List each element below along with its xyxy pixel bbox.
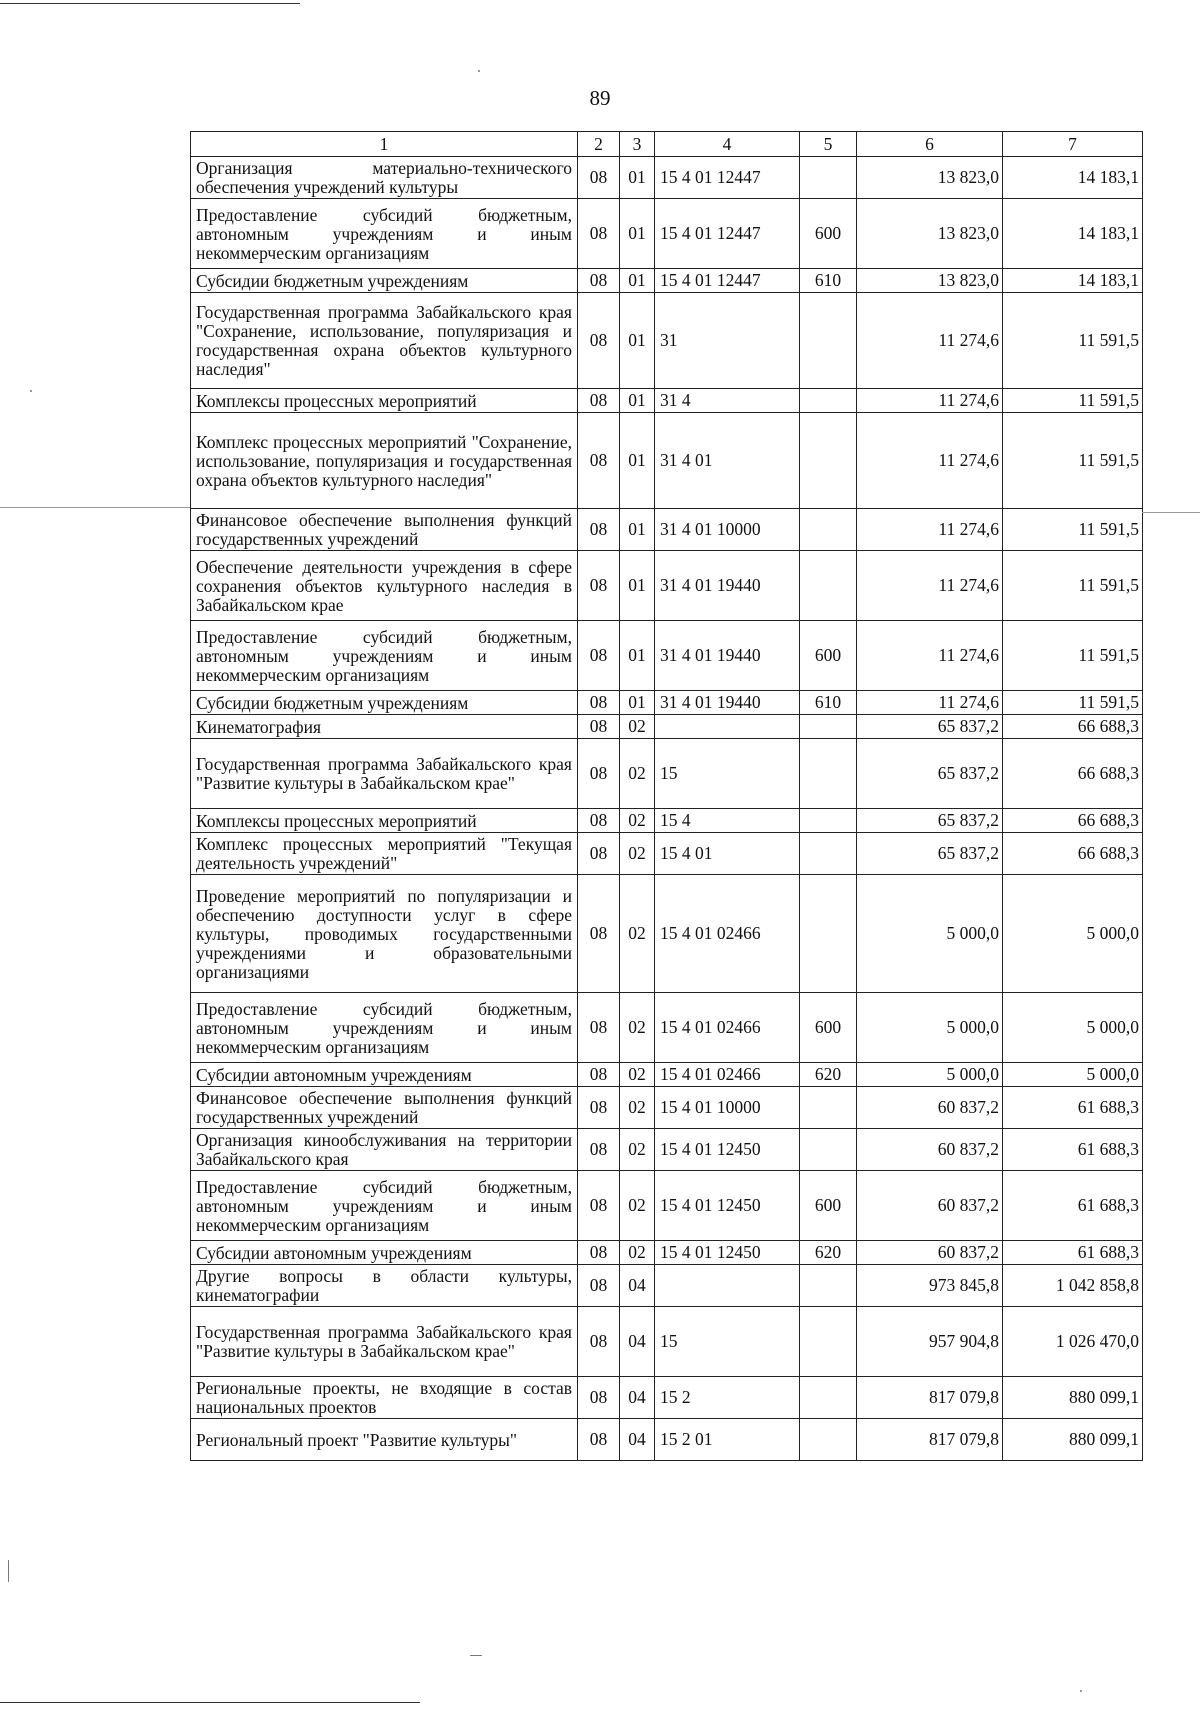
table-row (191, 1171, 1143, 1241)
cell-vr: 600 (800, 199, 857, 269)
cell-name: Проведение мероприятий по популяризации и обеспечению доступности услуг в сфере культуры, проводимых государственными учреждениями и образовательными организациями (191, 875, 578, 993)
cell-y1: 65 837,2 (857, 809, 1003, 833)
cell-y2: 61 688,3 (1003, 1241, 1143, 1265)
cell-y1: 60 837,2 (857, 1087, 1003, 1129)
cell-sec: 08 (578, 1241, 620, 1265)
cell-csr: 15 4 01 12447 (655, 199, 800, 269)
cell-y1: 11 274,6 (857, 389, 1003, 413)
table-row (191, 1129, 1143, 1171)
cell-csr: 31 4 01 19440 (655, 551, 800, 621)
cell-name: Предоставление субсидий бюджетным, автономным учреждениям и иным некоммерческим организациям (191, 621, 578, 691)
table-row (191, 715, 1143, 739)
table-row (191, 621, 1143, 691)
cell-name: Региональный проект "Развитие культуры" (191, 1419, 578, 1461)
scan-line-top (0, 3, 300, 4)
cell-y2: 61 688,3 (1003, 1129, 1143, 1171)
cell-y2: 5 000,0 (1003, 875, 1143, 993)
cell-vr (800, 551, 857, 621)
cell-y1: 60 837,2 (857, 1171, 1003, 1241)
cell-sec: 08 (578, 875, 620, 993)
cell-y1: 11 274,6 (857, 509, 1003, 551)
cell-y2: 14 183,1 (1003, 157, 1143, 199)
cell-csr: 31 4 01 19440 (655, 691, 800, 715)
table-row (191, 551, 1143, 621)
cell-csr: 15 4 01 02466 (655, 1063, 800, 1087)
cell-sub: 01 (620, 157, 655, 199)
cell-name: Кинематография (191, 715, 578, 739)
cell-y2: 14 183,1 (1003, 199, 1143, 269)
table-row (191, 1063, 1143, 1087)
cell-sub: 02 (620, 809, 655, 833)
cell-sub: 04 (620, 1377, 655, 1419)
table-row (191, 1307, 1143, 1377)
cell-csr: 15 2 01 (655, 1419, 800, 1461)
cell-name: Региональные проекты, не входящие в состав национальных проектов (191, 1377, 578, 1419)
cell-csr: 15 4 01 12447 (655, 157, 800, 199)
cell-y1: 973 845,8 (857, 1265, 1003, 1307)
cell-y2: 66 688,3 (1003, 809, 1143, 833)
scan-line-bottom (0, 1702, 420, 1703)
cell-sub: 02 (620, 1171, 655, 1241)
header-cell-4: 4 (655, 132, 800, 157)
header-cell-1: 1 (191, 132, 578, 157)
cell-name: Другие вопросы в области культуры, кинематографии (191, 1265, 578, 1307)
cell-vr (800, 1129, 857, 1171)
cell-name: Государственная программа Забайкальского края "Развитие культуры в Забайкальском крае" (191, 1307, 578, 1377)
cell-name: Государственная программа Забайкальского края "Развитие культуры в Забайкальском крае" (191, 739, 578, 809)
cell-sub: 02 (620, 715, 655, 739)
header-cell-7: 7 (1003, 132, 1143, 157)
cell-vr (800, 413, 857, 509)
cell-y1: 65 837,2 (857, 715, 1003, 739)
table-row (191, 1377, 1143, 1419)
cell-vr (800, 509, 857, 551)
cell-name: Субсидии автономным учреждениям (191, 1063, 578, 1087)
cell-sec: 08 (578, 1087, 620, 1129)
scan-line-right-mark (1142, 512, 1200, 513)
cell-sub: 02 (620, 833, 655, 875)
cell-sub: 02 (620, 1241, 655, 1265)
cell-sec: 08 (578, 413, 620, 509)
header-cell-5: 5 (800, 132, 857, 157)
cell-csr: 15 4 01 10000 (655, 1087, 800, 1129)
cell-y2: 61 688,3 (1003, 1171, 1143, 1241)
table-row (191, 993, 1143, 1063)
cell-csr: 31 (655, 293, 800, 389)
cell-csr: 15 4 01 12450 (655, 1241, 800, 1265)
header-cell-2: 2 (578, 132, 620, 157)
cell-sec: 08 (578, 739, 620, 809)
cell-y1: 13 823,0 (857, 269, 1003, 293)
cell-y1: 60 837,2 (857, 1129, 1003, 1171)
cell-sub: 01 (620, 621, 655, 691)
cell-vr (800, 1419, 857, 1461)
table-row (191, 1087, 1143, 1129)
cell-y1: 5 000,0 (857, 1063, 1003, 1087)
cell-y1: 65 837,2 (857, 739, 1003, 809)
cell-csr: 31 4 01 (655, 413, 800, 509)
cell-csr: 15 (655, 1307, 800, 1377)
cell-sub: 02 (620, 1129, 655, 1171)
cell-name: Комплекс процессных мероприятий "Текущая деятельность учреждений" (191, 833, 578, 875)
scan-speck (30, 390, 32, 392)
cell-y1: 5 000,0 (857, 875, 1003, 993)
cell-csr: 15 4 (655, 809, 800, 833)
table-row (191, 413, 1143, 509)
table-row (191, 269, 1143, 293)
cell-sub: 01 (620, 269, 655, 293)
cell-vr (800, 875, 857, 993)
table-row (191, 199, 1143, 269)
cell-name: Предоставление субсидий бюджетным, автономным учреждениям и иным некоммерческим организациям (191, 1171, 578, 1241)
cell-sub: 01 (620, 389, 655, 413)
cell-sec: 08 (578, 715, 620, 739)
cell-sec: 08 (578, 621, 620, 691)
cell-y2: 66 688,3 (1003, 739, 1143, 809)
cell-vr (800, 1307, 857, 1377)
cell-y2: 11 591,5 (1003, 551, 1143, 621)
cell-sec: 08 (578, 269, 620, 293)
table-body (191, 157, 1143, 1461)
scan-line-left-mark (0, 507, 190, 508)
cell-sec: 08 (578, 509, 620, 551)
cell-sec: 08 (578, 1419, 620, 1461)
cell-sec: 08 (578, 1307, 620, 1377)
cell-sec: 08 (578, 1063, 620, 1087)
cell-vr: 620 (800, 1241, 857, 1265)
cell-name: Финансовое обеспечение выполнения функций государственных учреждений (191, 1087, 578, 1129)
cell-y2: 11 591,5 (1003, 413, 1143, 509)
table-row (191, 1241, 1143, 1265)
cell-y2: 66 688,3 (1003, 715, 1143, 739)
cell-sec: 08 (578, 993, 620, 1063)
cell-vr (800, 715, 857, 739)
cell-vr (800, 293, 857, 389)
cell-vr: 600 (800, 993, 857, 1063)
cell-sec: 08 (578, 691, 620, 715)
cell-vr (800, 739, 857, 809)
cell-y1: 65 837,2 (857, 833, 1003, 875)
cell-y2: 5 000,0 (1003, 993, 1143, 1063)
cell-csr: 31 4 01 10000 (655, 509, 800, 551)
cell-vr (800, 1265, 857, 1307)
header-row (191, 132, 1143, 157)
cell-csr: 15 2 (655, 1377, 800, 1419)
table-row (191, 1265, 1143, 1307)
cell-y1: 957 904,8 (857, 1307, 1003, 1377)
table-row (191, 157, 1143, 199)
cell-vr: 610 (800, 269, 857, 293)
cell-name: Обеспечение деятельности учреждения в сфере сохранения объектов культурного наследия в Забайкальском крае (191, 551, 578, 621)
table-row (191, 691, 1143, 715)
cell-y2: 61 688,3 (1003, 1087, 1143, 1129)
cell-name: Комплекс процессных мероприятий "Сохранение, использование, популяризация и государственная охрана объектов культурного наследия" (191, 413, 578, 509)
cell-name: Субсидии бюджетным учреждениям (191, 269, 578, 293)
cell-csr: 15 4 01 (655, 833, 800, 875)
cell-y2: 1 042 858,8 (1003, 1265, 1143, 1307)
cell-y1: 5 000,0 (857, 993, 1003, 1063)
cell-vr (800, 809, 857, 833)
cell-sec: 08 (578, 1129, 620, 1171)
cell-sub: 04 (620, 1265, 655, 1307)
scan-speck (470, 1655, 482, 1656)
cell-name: Комплексы процессных мероприятий (191, 389, 578, 413)
table-row (191, 293, 1143, 389)
cell-csr (655, 1265, 800, 1307)
cell-y1: 817 079,8 (857, 1419, 1003, 1461)
cell-name: Финансовое обеспечение выполнения функций государственных учреждений (191, 509, 578, 551)
cell-y2: 11 591,5 (1003, 293, 1143, 389)
cell-sub: 02 (620, 875, 655, 993)
table-row (191, 833, 1143, 875)
cell-y2: 11 591,5 (1003, 621, 1143, 691)
cell-sec: 08 (578, 1377, 620, 1419)
cell-sec: 08 (578, 1265, 620, 1307)
cell-vr: 600 (800, 621, 857, 691)
scan-speck (1080, 1690, 1082, 1692)
table-row (191, 809, 1143, 833)
cell-sec: 08 (578, 809, 620, 833)
cell-y2: 5 000,0 (1003, 1063, 1143, 1087)
cell-sub: 01 (620, 691, 655, 715)
cell-name: Субсидии автономным учреждениям (191, 1241, 578, 1265)
cell-y2: 11 591,5 (1003, 691, 1143, 715)
cell-csr: 31 4 01 19440 (655, 621, 800, 691)
cell-y2: 1 026 470,0 (1003, 1307, 1143, 1377)
cell-sub: 02 (620, 1063, 655, 1087)
cell-y2: 11 591,5 (1003, 509, 1143, 551)
cell-vr: 610 (800, 691, 857, 715)
cell-csr: 31 4 (655, 389, 800, 413)
cell-vr (800, 1087, 857, 1129)
cell-vr: 620 (800, 1063, 857, 1087)
page-number: 89 (589, 86, 611, 110)
cell-sub: 01 (620, 199, 655, 269)
cell-y1: 13 823,0 (857, 199, 1003, 269)
cell-y2: 880 099,1 (1003, 1377, 1143, 1419)
cell-name: Организация кинообслуживания на территории Забайкальского края (191, 1129, 578, 1171)
scan-speck (8, 1560, 9, 1582)
cell-y1: 11 274,6 (857, 691, 1003, 715)
scan-speck (478, 70, 480, 72)
cell-csr: 15 4 01 12450 (655, 1171, 800, 1241)
budget-table (190, 131, 1143, 1461)
cell-csr: 15 4 01 02466 (655, 875, 800, 993)
cell-y2: 14 183,1 (1003, 269, 1143, 293)
cell-y1: 60 837,2 (857, 1241, 1003, 1265)
cell-sub: 01 (620, 293, 655, 389)
cell-y1: 11 274,6 (857, 621, 1003, 691)
cell-sec: 08 (578, 199, 620, 269)
cell-csr (655, 715, 800, 739)
table-row (191, 389, 1143, 413)
cell-sub: 01 (620, 551, 655, 621)
table-row (191, 875, 1143, 993)
cell-sub: 04 (620, 1307, 655, 1377)
table-row (191, 509, 1143, 551)
cell-name: Государственная программа Забайкальского края "Сохранение, использование, популяризация и государственная охрана объектов культурного наследия" (191, 293, 578, 389)
cell-csr: 15 (655, 739, 800, 809)
table-row (191, 1419, 1143, 1461)
cell-sec: 08 (578, 833, 620, 875)
cell-vr (800, 1377, 857, 1419)
cell-name: Субсидии бюджетным учреждениям (191, 691, 578, 715)
cell-y1: 11 274,6 (857, 413, 1003, 509)
cell-sub: 02 (620, 1087, 655, 1129)
cell-sub: 01 (620, 413, 655, 509)
cell-sec: 08 (578, 389, 620, 413)
cell-y1: 13 823,0 (857, 157, 1003, 199)
cell-sec: 08 (578, 293, 620, 389)
table-row (191, 739, 1143, 809)
cell-sec: 08 (578, 157, 620, 199)
cell-sub: 02 (620, 739, 655, 809)
cell-sub: 02 (620, 993, 655, 1063)
cell-csr: 15 4 01 12447 (655, 269, 800, 293)
cell-name: Организация материально-технического обеспечения учреждений культуры (191, 157, 578, 199)
header-cell-6: 6 (857, 132, 1003, 157)
cell-y1: 817 079,8 (857, 1377, 1003, 1419)
cell-name: Предоставление субсидий бюджетным, автономным учреждениям и иным некоммерческим организациям (191, 199, 578, 269)
cell-y1: 11 274,6 (857, 551, 1003, 621)
cell-vr (800, 157, 857, 199)
cell-name: Комплексы процессных мероприятий (191, 809, 578, 833)
cell-csr: 15 4 01 12450 (655, 1129, 800, 1171)
cell-y2: 66 688,3 (1003, 833, 1143, 875)
cell-sub: 01 (620, 509, 655, 551)
header-cell-3: 3 (620, 132, 655, 157)
cell-y2: 11 591,5 (1003, 389, 1143, 413)
cell-vr: 600 (800, 1171, 857, 1241)
cell-y2: 880 099,1 (1003, 1419, 1143, 1461)
cell-vr (800, 389, 857, 413)
cell-vr (800, 833, 857, 875)
cell-sec: 08 (578, 551, 620, 621)
cell-sec: 08 (578, 1171, 620, 1241)
cell-sub: 04 (620, 1419, 655, 1461)
cell-name: Предоставление субсидий бюджетным, автономным учреждениям и иным некоммерческим организациям (191, 993, 578, 1063)
cell-y1: 11 274,6 (857, 293, 1003, 389)
cell-csr: 15 4 01 02466 (655, 993, 800, 1063)
